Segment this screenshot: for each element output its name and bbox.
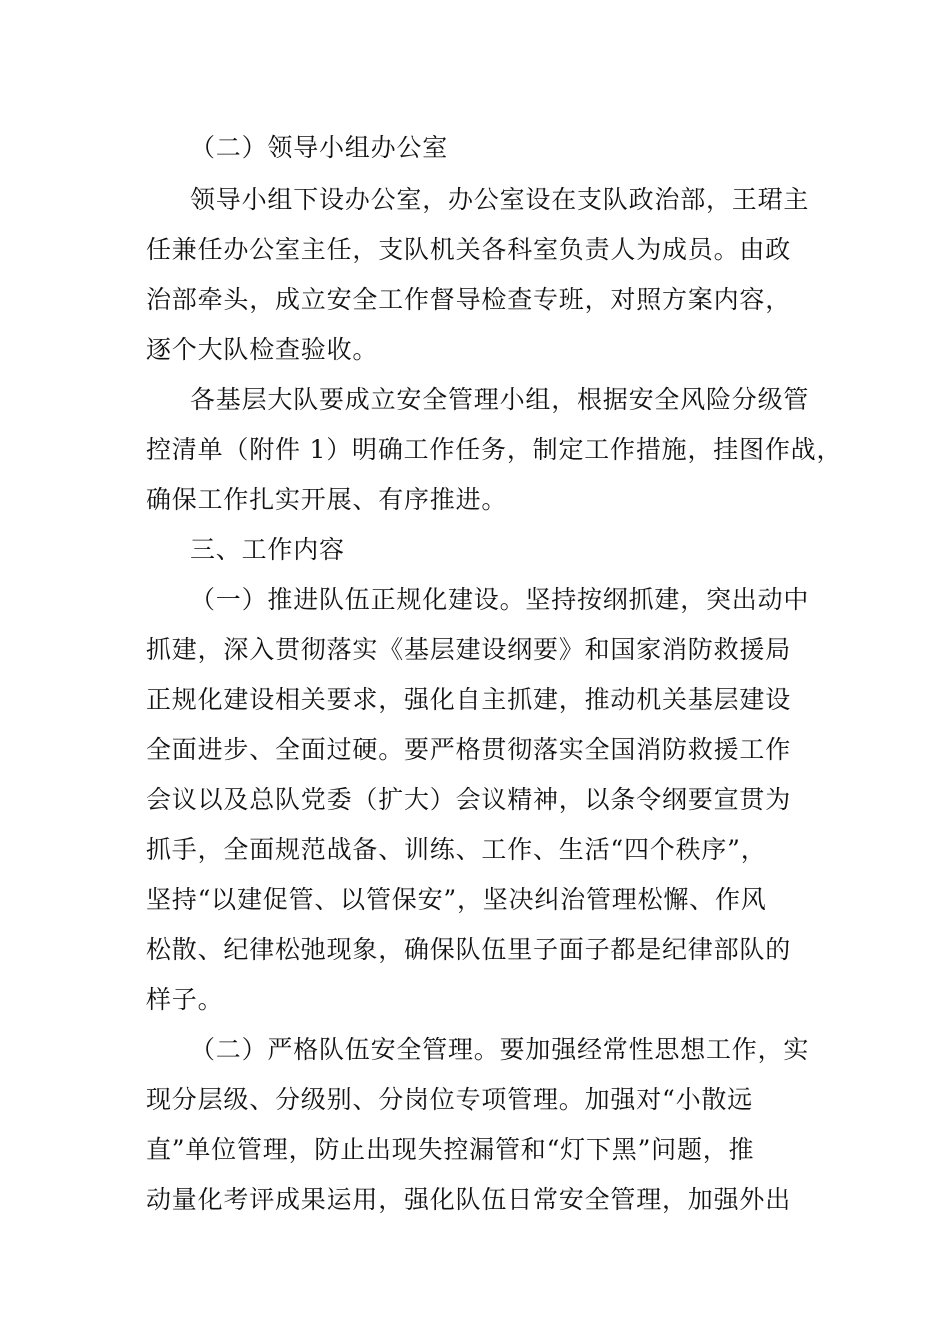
- paragraph-line: 领导小组下设办公室，办公室设在支队政治部，王珺主: [190, 185, 810, 214]
- paragraph-line: （一）推进队伍正规化建设。坚持按纲抓建，突出动中: [190, 585, 810, 614]
- paragraph-line: （二）严格队伍安全管理。要加强经常性思想工作，实: [190, 1035, 810, 1064]
- paragraph-line: 确保工作扎实开展、有序推进。: [146, 485, 508, 514]
- paragraph-line: 动量化考评成果运用，强化队伍日常安全管理，加强外出: [146, 1185, 792, 1214]
- paragraph-line: 抓手，全面规范战备、训练、工作、生活“四个秩序”，: [146, 835, 767, 864]
- paragraph-line: 直”单位管理，防止出现失控漏管和“灯下黑”问题，推: [146, 1135, 755, 1164]
- paragraph-line: 会议以及总队党委（扩大）会议精神，以条令纲要宣贯为: [146, 785, 792, 814]
- paragraph-line: 控清单（附件 1）明确工作任务，制定工作措施，挂图作战，: [146, 435, 843, 464]
- paragraph-line: 松散、纪律松弛现象，确保队伍里子面子都是纪律部队的: [146, 935, 792, 964]
- paragraph-line: 坚持“以建促管、以管保安”，坚决纠治管理松懈、作风: [146, 885, 767, 914]
- paragraph-line: 正规化建设相关要求，强化自主抓建，推动机关基层建设: [146, 685, 792, 714]
- paragraph-line: 全面进步、全面过硬。要严格贯彻落实全国消防救援工作: [146, 735, 792, 764]
- paragraph-line: 治部牵头，成立安全工作督导检查专班，对照方案内容，: [146, 285, 792, 314]
- paragraph-line: 各基层大队要成立安全管理小组，根据安全风险分级管: [190, 385, 810, 414]
- paragraph-line: 任兼任办公室主任，支队机关各科室负责人为成员。由政: [146, 235, 792, 264]
- paragraph-line: 现分层级、分级别、分岗位专项管理。加强对“小散远: [146, 1085, 753, 1114]
- paragraph-line: 抓建，深入贯彻落实《基层建设纲要》和国家消防救援局: [146, 635, 792, 664]
- paragraph-line: 样子。: [146, 985, 224, 1014]
- section-heading-work-content: 三、工作内容: [190, 535, 345, 564]
- section-heading-office: （二）领导小组办公室: [190, 133, 449, 162]
- paragraph-line: 逐个大队检查验收。: [146, 335, 379, 364]
